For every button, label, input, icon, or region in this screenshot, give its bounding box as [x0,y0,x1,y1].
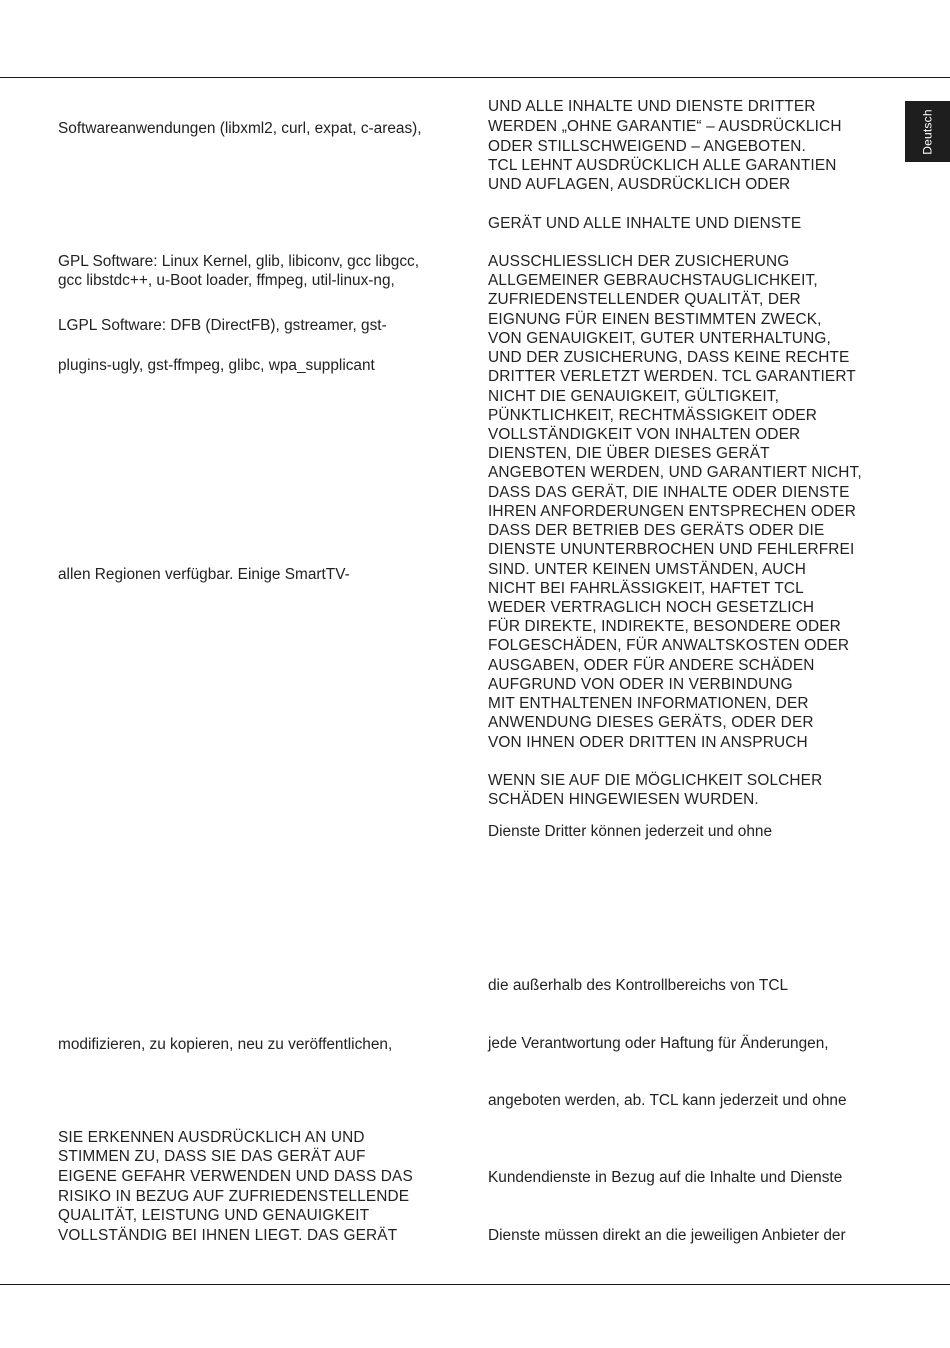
footer-rule [0,1284,950,1285]
left-line: STIMMEN ZU, DASS SIE DAS GERÄT AUF [58,1148,366,1165]
right-line: SCHÄDEN HINGEWIESEN WURDEN. [488,791,759,808]
right-line: VOLLSTÄNDIGKEIT VON INHALTEN ODER [488,426,801,443]
right-line: SIND. UNTER KEINEN UMSTÄNDEN, AUCH [488,561,807,578]
right-line: NICHT DIE GENAUIGKEIT, GÜLTIGKEIT, [488,388,780,405]
right-line: Dienste Dritter können jederzeit und ohne [488,823,773,840]
right-line: WENN SIE AUF DIE MÖGLICHKEIT SOLCHER [488,772,823,789]
right-line: WEDER VERTRAGLICH NOCH GESETZLICH [488,599,815,616]
right-line: IHREN ANFORDERUNGEN ENTSPRECHEN ODER [488,503,856,520]
left-line: EIGENE GEFAHR VERWENDEN UND DASS DAS [58,1168,413,1185]
language-tab-label: Deutsch [920,108,935,155]
right-line: UND ALLE INHALTE UND DIENSTE DRITTER [488,98,816,115]
right-line: angeboten werden, ab. TCL kann jederzeit und ohne [488,1092,847,1109]
left-line: QUALITÄT, LEISTUNG UND GENAUIGKEIT [58,1207,370,1224]
right-line: AUSSCHLIESSLICH DER ZUSICHERUNG [488,253,790,270]
right-line: DASS DAS GERÄT, DIE INHALTE ODER DIENSTE [488,484,850,501]
right-line: ALLGEMEINER GEBRAUCHSTAUGLICHKEIT, [488,272,818,289]
right-line: DIENSTEN, DIE ÜBER DIESES GERÄT [488,445,770,462]
left-line: plugins-ugly, gst-ffmpeg, glibc, wpa_supplicant [58,357,375,374]
left-line: VOLLSTÄNDIG BEI IHNEN LIEGT. DAS GERÄT [58,1227,398,1244]
right-line: ZUFRIEDENSTELLENDER QUALITÄT, DER [488,291,801,308]
right-line: DRITTER VERLETZT WERDEN. TCL GARANTIERT [488,368,856,385]
right-line: VON IHNEN ODER DRITTEN IN ANSPRUCH [488,734,808,751]
right-line: EIGNUNG FÜR EINEN BESTIMMTEN ZWECK, [488,311,822,328]
right-line: ANGEBOTEN WERDEN, UND GARANTIERT NICHT, [488,464,862,481]
left-line: LGPL Software: DFB (DirectFB), gstreamer, gst- [58,317,387,334]
right-line: Dienste müssen direkt an die jeweiligen Anbieter der [488,1227,846,1244]
right-line: AUSGABEN, ODER FÜR ANDERE SCHÄDEN [488,657,815,674]
left-line: RISIKO IN BEZUG AUF ZUFRIEDENSTELLENDE [58,1188,410,1205]
right-line: DIENSTE UNUNTERBROCHEN UND FEHLERFREI [488,541,855,558]
right-line: FÜR DIREKTE, INDIREKTE, BESONDERE ODER [488,618,841,635]
left-line: allen Regionen verfügbar. Einige SmartTV- [58,566,350,583]
right-line: jede Verantwortung oder Haftung für Änderungen, [488,1035,829,1052]
right-line: NICHT BEI FAHRLÄSSIGKEIT, HAFTET TCL [488,580,804,597]
left-line: GPL Software: Linux Kernel, glib, libiconv, gcc libgcc, [58,253,419,270]
left-line: modifizieren, zu kopieren, neu zu veröffentlichen, [58,1036,393,1053]
right-line: die außerhalb des Kontrollbereichs von TCL [488,977,789,994]
left-line: SIE ERKENNEN AUSDRÜCKLICH AN UND [58,1129,365,1146]
left-line: Softwareanwendungen (libxml2, curl, expat, c-areas), [58,120,422,137]
right-line: TCL LEHNT AUSDRÜCKLICH ALLE GARANTIEN [488,157,837,174]
right-line: WERDEN „OHNE GARANTIE“ – AUSDRÜCKLICH [488,118,842,135]
right-line: FOLGESCHÄDEN, FÜR ANWALTSKOSTEN ODER [488,637,850,654]
header-rule [0,77,950,78]
right-line: AUFGRUND VON ODER IN VERBINDUNG [488,676,793,693]
right-line: UND DER ZUSICHERUNG, DASS KEINE RECHTE [488,349,850,366]
right-line: ANWENDUNG DIESES GERÄTS, ODER DER [488,714,814,731]
left-line: gcc libstdc++, u-Boot loader, ffmpeg, util-linux-ng, [58,272,395,289]
language-tab [905,101,950,162]
right-line: MIT ENTHALTENEN INFORMATIONEN, DER [488,695,809,712]
right-line: Kundendienste in Bezug auf die Inhalte und Dienste [488,1169,843,1186]
right-line: PÜNKTLICHKEIT, RECHTMÄSSIGKEIT ODER [488,407,818,424]
right-line: GERÄT UND ALLE INHALTE UND DIENSTE [488,215,802,232]
right-line: ODER STILLSCHWEIGEND – ANGEBOTEN. [488,138,806,155]
right-line: DASS DER BETRIEB DES GERÄTS ODER DIE [488,522,825,539]
right-line: VON GENAUIGKEIT, GUTER UNTERHALTUNG, [488,330,831,347]
right-line: UND AUFLAGEN, AUSDRÜCKLICH ODER [488,176,791,193]
